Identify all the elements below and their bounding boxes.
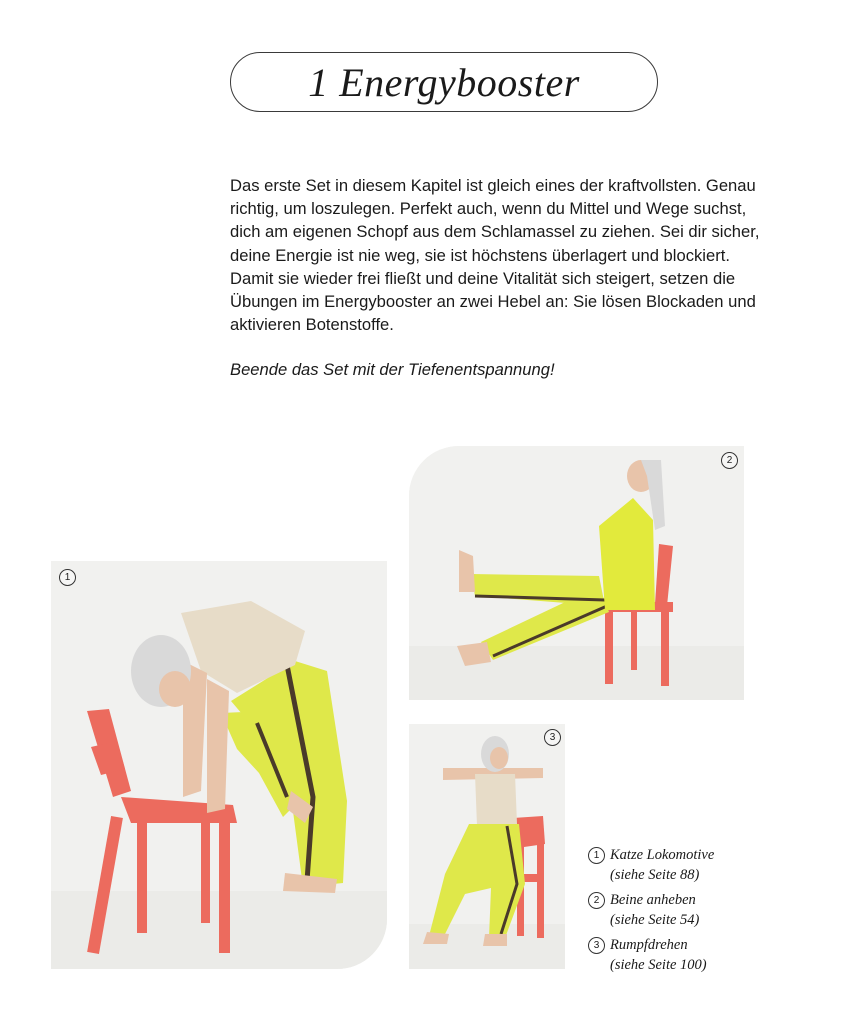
- caption-page-reference: (siehe Seite 54): [610, 911, 700, 928]
- exercise-photo-1: [51, 561, 387, 969]
- caption-exercise-name: Katze Lokomotive: [610, 847, 715, 863]
- exercise-photo-2: [409, 446, 744, 700]
- photo-number-badge: 3: [544, 729, 561, 746]
- chapter-title-frame: [230, 52, 658, 112]
- caption-page-reference: (siehe Seite 100): [610, 956, 707, 973]
- exercise-3-illustration: [409, 724, 565, 969]
- caption-number-badge: 2: [588, 892, 605, 909]
- exercise-2-illustration: [409, 446, 744, 700]
- photo-number-badge: 1: [59, 569, 76, 586]
- caption-item: [588, 936, 788, 975]
- caption-exercise-name: Rumpfdrehen: [610, 937, 688, 953]
- caption-number-badge: 1: [588, 847, 605, 864]
- caption-item: [588, 846, 788, 885]
- exercise-photo-3: [409, 724, 565, 969]
- exercise-1-illustration: [51, 561, 387, 969]
- outro-instruction: Beende das Set mit der Tiefenentspannung!: [230, 360, 555, 379]
- chapter-title: 1 Energybooster: [308, 59, 580, 105]
- caption-number-badge: 3: [588, 937, 605, 954]
- caption-page-reference: (siehe Seite 88): [610, 866, 700, 883]
- exercise-caption-list: [588, 846, 788, 981]
- caption-item: [588, 891, 788, 930]
- intro-paragraph: Das erste Set in diesem Kapitel ist gleich eines der kraftvollsten. Genau richtig, um loszulegen. Perfekt auch, wenn du Mittel und Wege suchst, dich am eigenen Schopf aus dem Schlamassel zu ziehen. Sei dir sicher, deine Energie ist nie weg, sie ist höchstens überlagert und blockiert. Damit sie wieder frei fließt und deine Vitalität sich steigert, setzen die Übungen im Energybooster an zwei Hebel an: Sie lösen Blockaden und aktivieren Botenstoffe.: [230, 176, 760, 335]
- photo-number-badge: 2: [721, 452, 738, 469]
- caption-exercise-name: Beine anheben: [610, 892, 696, 908]
